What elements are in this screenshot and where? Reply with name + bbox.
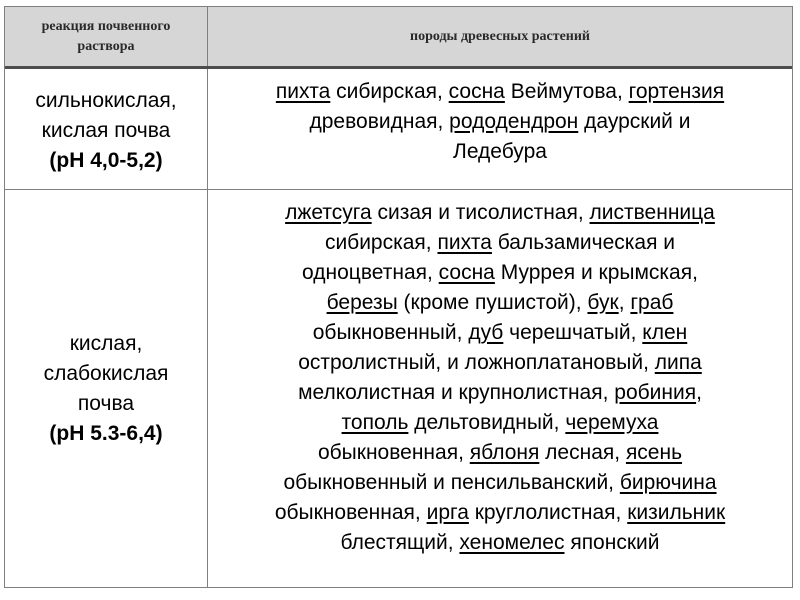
species-name: бирючина (619, 471, 717, 494)
species-text: обыкновенная, (274, 501, 427, 524)
soil-type-line: кислая, (69, 331, 143, 355)
species-text: , (618, 291, 631, 314)
species-line (208, 137, 792, 167)
soil-type-cell (5, 69, 207, 189)
table-row (5, 69, 792, 190)
species-name: сосна (438, 261, 495, 284)
species-text: древовидная, (309, 110, 450, 133)
species-name: клен (642, 321, 688, 344)
species-text: блестящий, (340, 531, 460, 554)
species-text: обыкновенная, (317, 441, 470, 464)
table-header-row (5, 7, 792, 69)
species-name: липа (654, 351, 702, 374)
soil-type-line: почва (77, 391, 135, 415)
soil-type-cell (5, 190, 207, 587)
species-text: даурский и (578, 110, 691, 133)
species-name: лиственница (589, 201, 715, 224)
species-text: мелколистная и крупнолистная, (298, 381, 615, 404)
species-line (208, 77, 792, 107)
species-text: обыкновенный и пенсильванский, (283, 471, 620, 494)
species-text: (кроме пушистой), (397, 291, 588, 314)
species-name: березы (326, 291, 398, 314)
species-line (208, 258, 792, 288)
table-row (5, 190, 792, 587)
species-line (208, 528, 792, 558)
column-divider (207, 190, 208, 587)
species-name: черемуха (565, 411, 659, 434)
species-text: сибирская, (324, 231, 438, 254)
header-tree-species (208, 7, 792, 66)
species-name: бук (587, 291, 619, 314)
species-line (208, 107, 792, 137)
soil-type-line: слабокислая (43, 361, 169, 385)
ph-range: (pH 4,0-5,2) (49, 149, 163, 172)
species-name: граб (630, 291, 674, 314)
species-text: , (696, 381, 702, 404)
species-name: сосна (448, 80, 505, 103)
species-line (208, 228, 792, 258)
species-name: робиния (614, 381, 697, 404)
species-text: Ледебура (453, 140, 547, 163)
species-text: сизая и тисолистная, (371, 201, 590, 224)
species-text: одноцветная, (302, 261, 439, 284)
ph-range: (pH 5.3-6,4) (49, 421, 163, 445)
header-soil-reaction (5, 7, 207, 66)
species-name: кизильник (627, 501, 726, 524)
species-list (208, 77, 792, 167)
column-divider (207, 69, 208, 189)
header-tree-species-label: породы древесных растений (410, 28, 590, 44)
species-text: бальзамическая и (491, 231, 676, 254)
species-line (208, 288, 792, 318)
species-line (208, 348, 792, 378)
species-name: хеномелес (459, 531, 565, 554)
species-text: обыкновенный, (312, 321, 469, 344)
species-line (208, 408, 792, 438)
header-soil-reaction-line2: раствора (77, 38, 135, 54)
species-text: лесная, (539, 441, 626, 464)
species-name: гортензия (628, 80, 725, 103)
species-cell (208, 190, 792, 587)
species-line (208, 438, 792, 468)
soil-type-line: сильнокислая, (35, 89, 177, 112)
column-divider (207, 7, 208, 66)
species-text: круглолистная, (468, 501, 628, 524)
species-name: лжетсуга (285, 201, 372, 224)
species-text: Веймутова, (504, 80, 629, 103)
species-line (208, 468, 792, 498)
species-name: ирга (426, 501, 469, 524)
species-name: пихта (275, 80, 331, 103)
species-text: японский (564, 531, 660, 554)
species-line (208, 198, 792, 228)
species-text: черешчатый, (503, 321, 643, 344)
species-text: сибирская, (330, 80, 449, 103)
species-line (208, 378, 792, 408)
species-cell (208, 69, 792, 189)
species-name: дуб (468, 321, 504, 344)
species-name: ясень (625, 441, 683, 464)
species-name: рододендрон (449, 110, 579, 133)
species-text: Муррея и крымская, (494, 261, 698, 284)
species-name: пихта (437, 231, 492, 254)
soil-type-line: кислая почва (41, 119, 171, 142)
species-text: дельтовидный, (408, 411, 566, 434)
species-name: яблоня (469, 441, 540, 464)
species-name: тополь (341, 411, 409, 434)
species-text: остролистный, и ложноплатановый, (298, 351, 655, 374)
header-soil-reaction-line1: реакция почвенного (41, 18, 171, 34)
species-line (208, 318, 792, 348)
soil-reaction-table (4, 6, 793, 588)
species-line (208, 498, 792, 528)
species-list (208, 198, 792, 558)
